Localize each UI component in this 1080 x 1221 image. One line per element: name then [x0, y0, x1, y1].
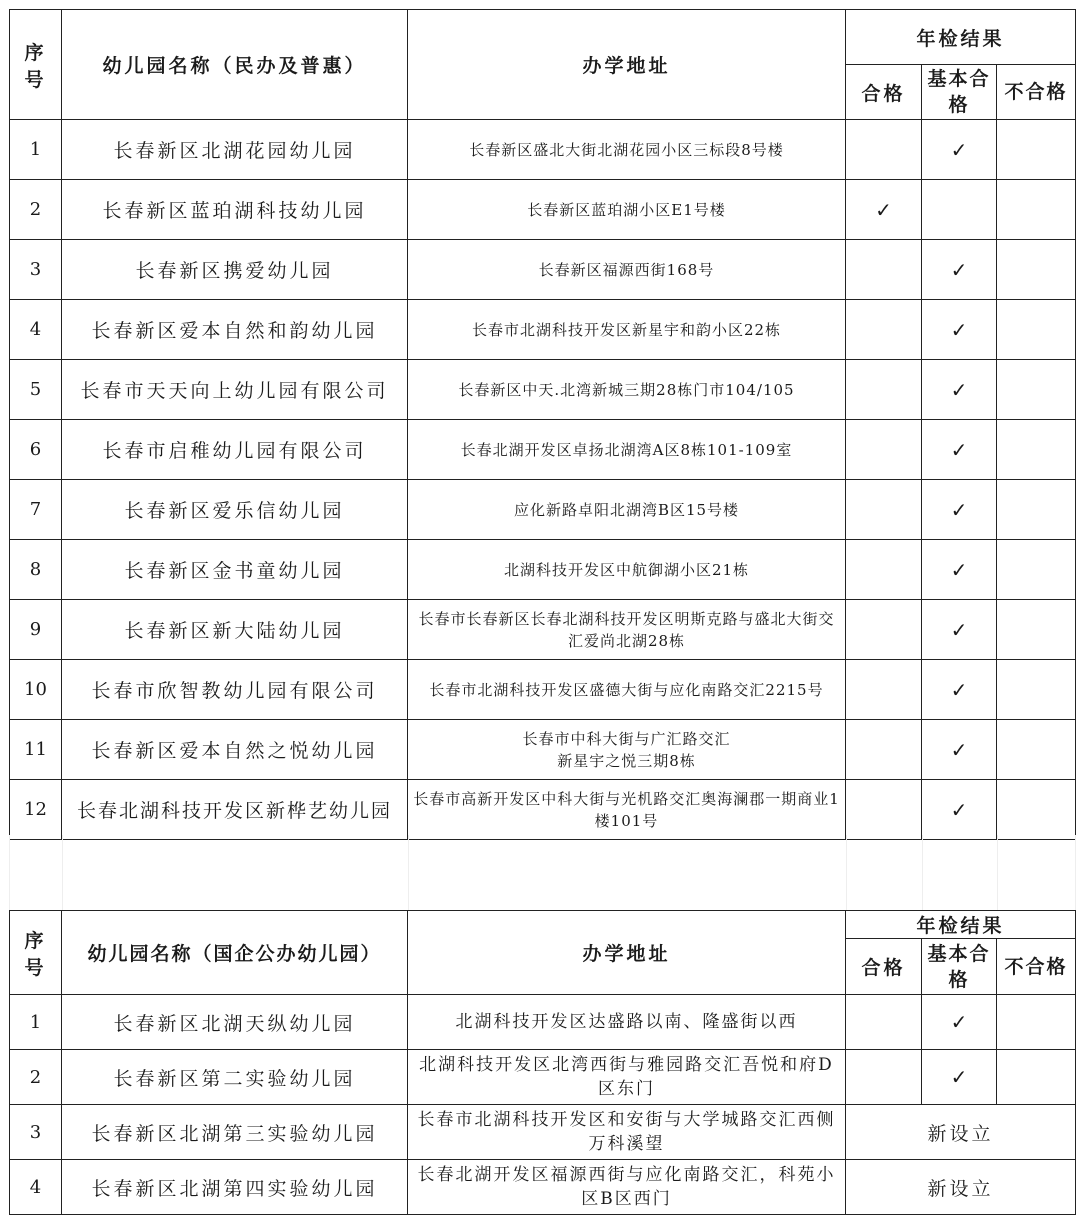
row-fail — [997, 240, 1076, 300]
table-row — [10, 420, 1076, 480]
row-fail — [997, 780, 1076, 840]
row-seq: 7 — [10, 480, 62, 540]
table-row — [10, 720, 1076, 780]
row-basic-pass: ✓ — [922, 240, 997, 300]
row-pass — [846, 240, 922, 300]
row-name: 长春新区携爱幼儿园 — [62, 240, 408, 300]
row-name: 长春新区北湖天纵幼儿园 — [62, 995, 408, 1050]
row-seq: 3 — [10, 1105, 62, 1160]
row-fail — [997, 180, 1076, 240]
row-seq: 12 — [10, 780, 62, 840]
row-address: 长春新区蓝珀湖小区E1号楼 — [408, 180, 846, 240]
row-address: 北湖科技开发区中航御湖小区21栋 — [408, 540, 846, 600]
row-basic-pass: ✓ — [922, 300, 997, 360]
table-row — [10, 780, 1076, 840]
header-seq: 序号 — [10, 10, 62, 120]
row-seq: 3 — [10, 240, 62, 300]
row-address: 应化新路卓阳北湖湾B区15号楼 — [408, 480, 846, 540]
header-address: 办学地址 — [408, 10, 846, 120]
table-row — [10, 480, 1076, 540]
row-address: 长春新区中天.北湾新城三期28栋门市104/105 — [408, 360, 846, 420]
table-row — [10, 180, 1076, 240]
row-address: 长春市北湖科技开发区新星宇和韵小区22栋 — [408, 300, 846, 360]
header-result-group: 年检结果 — [846, 911, 1076, 939]
row-status-new: 新设立 — [846, 1160, 1076, 1215]
row-basic-pass: ✓ — [922, 480, 997, 540]
row-pass — [846, 360, 922, 420]
row-fail — [997, 600, 1076, 660]
table-row — [10, 1105, 1076, 1160]
row-name: 长春市启稚幼儿园有限公司 — [62, 420, 408, 480]
row-basic-pass: ✓ — [922, 660, 997, 720]
row-seq: 9 — [10, 600, 62, 660]
row-name: 长春市欣智教幼儿园有限公司 — [62, 660, 408, 720]
row-seq: 1 — [10, 995, 62, 1050]
row-fail — [997, 480, 1076, 540]
row-fail — [997, 720, 1076, 780]
kindergarten-table-private — [9, 9, 1076, 840]
row-address: 长春市中科大街与广汇路交汇 新星宇之悦三期8栋 — [408, 720, 846, 780]
row-seq: 8 — [10, 540, 62, 600]
row-name: 长春新区蓝珀湖科技幼儿园 — [62, 180, 408, 240]
row-pass — [846, 420, 922, 480]
row-fail — [997, 995, 1076, 1050]
row-basic-pass: ✓ — [922, 600, 997, 660]
row-seq: 4 — [10, 300, 62, 360]
row-status-new: 新设立 — [846, 1105, 1076, 1160]
row-name: 长春新区新大陆幼儿园 — [62, 600, 408, 660]
row-seq: 1 — [10, 120, 62, 180]
row-pass — [846, 120, 922, 180]
row-seq: 6 — [10, 420, 62, 480]
row-pass — [846, 480, 922, 540]
row-fail — [997, 660, 1076, 720]
row-fail — [997, 420, 1076, 480]
row-address: 长春市长春新区长春北湖科技开发区明斯克路与盛北大街交汇爱尚北湖28栋 — [408, 600, 846, 660]
row-address: 长春市高新开发区中科大街与光机路交汇奥海澜郡一期商业1楼101号 — [408, 780, 846, 840]
row-fail — [997, 300, 1076, 360]
row-basic-pass: ✓ — [922, 540, 997, 600]
table-row — [10, 540, 1076, 600]
header-fail: 不合格 — [997, 65, 1076, 120]
row-seq: 2 — [10, 180, 62, 240]
row-name: 长春新区北湖第三实验幼儿园 — [62, 1105, 408, 1160]
row-address: 长春新区盛北大街北湖花园小区三标段8号楼 — [408, 120, 846, 180]
row-pass: ✓ — [846, 180, 922, 240]
table-row — [10, 1050, 1076, 1105]
row-basic-pass: ✓ — [922, 720, 997, 780]
row-name: 长春新区北湖第四实验幼儿园 — [62, 1160, 408, 1215]
row-pass — [846, 995, 922, 1050]
table-row — [10, 360, 1076, 420]
row-name: 长春新区第二实验幼儿园 — [62, 1050, 408, 1105]
row-address: 长春北湖开发区福源西街与应化南路交汇，科苑小区B区西门 — [408, 1160, 846, 1215]
row-basic-pass: ✓ — [922, 1050, 997, 1105]
row-name: 长春新区爱本自然和韵幼儿园 — [62, 300, 408, 360]
row-name: 长春北湖科技开发区新桦艺幼儿园 — [62, 780, 408, 840]
row-pass — [846, 660, 922, 720]
header-name: 幼儿园名称（民办及普惠） — [62, 10, 408, 120]
row-seq: 11 — [10, 720, 62, 780]
row-basic-pass: ✓ — [922, 360, 997, 420]
row-seq: 4 — [10, 1160, 62, 1215]
row-name: 长春市天天向上幼儿园有限公司 — [62, 360, 408, 420]
row-basic-pass: ✓ — [922, 780, 997, 840]
row-fail — [997, 120, 1076, 180]
row-seq: 2 — [10, 1050, 62, 1105]
row-pass — [846, 600, 922, 660]
row-name: 长春新区爱本自然之悦幼儿园 — [62, 720, 408, 780]
row-address: 北湖科技开发区北湾西街与雅园路交汇吾悦和府D区东门 — [408, 1050, 846, 1105]
row-address: 北湖科技开发区达盛路以南、隆盛街以西 — [408, 995, 846, 1050]
table-row — [10, 995, 1076, 1050]
row-address: 长春市北湖科技开发区和安街与大学城路交汇西侧万科溪望 — [408, 1105, 846, 1160]
row-name: 长春新区金书童幼儿园 — [62, 540, 408, 600]
header-basic-pass: 基本合格 — [922, 65, 997, 120]
row-seq: 10 — [10, 660, 62, 720]
table-row — [10, 660, 1076, 720]
row-address: 长春市北湖科技开发区盛德大街与应化南路交汇2215号 — [408, 660, 846, 720]
header-name: 幼儿园名称（国企公办幼儿园） — [62, 911, 408, 995]
table-gap — [9, 835, 1076, 910]
row-pass — [846, 780, 922, 840]
header-pass: 合格 — [846, 65, 922, 120]
row-basic-pass: ✓ — [922, 995, 997, 1050]
row-seq: 5 — [10, 360, 62, 420]
row-pass — [846, 300, 922, 360]
header-address: 办学地址 — [408, 911, 846, 995]
table-row — [10, 240, 1076, 300]
header-basic-pass: 基本合格 — [922, 939, 997, 995]
row-name: 长春新区爱乐信幼儿园 — [62, 480, 408, 540]
row-basic-pass: ✓ — [922, 420, 997, 480]
header-fail: 不合格 — [997, 939, 1076, 995]
row-fail — [997, 360, 1076, 420]
row-basic-pass: ✓ — [922, 120, 997, 180]
header-result-group: 年检结果 — [846, 10, 1076, 65]
header-pass: 合格 — [846, 939, 922, 995]
row-address: 长春新区福源西街168号 — [408, 240, 846, 300]
row-address: 长春北湖开发区卓扬北湖湾A区8栋101-109室 — [408, 420, 846, 480]
row-name: 长春新区北湖花园幼儿园 — [62, 120, 408, 180]
kindergarten-table-public — [9, 910, 1076, 1215]
table-row — [10, 120, 1076, 180]
table-row — [10, 600, 1076, 660]
header-seq: 序号 — [10, 911, 62, 995]
table-row — [10, 1160, 1076, 1215]
row-fail — [997, 1050, 1076, 1105]
row-basic-pass — [922, 180, 997, 240]
row-fail — [997, 540, 1076, 600]
row-pass — [846, 720, 922, 780]
row-pass — [846, 540, 922, 600]
table-row — [10, 300, 1076, 360]
row-pass — [846, 1050, 922, 1105]
